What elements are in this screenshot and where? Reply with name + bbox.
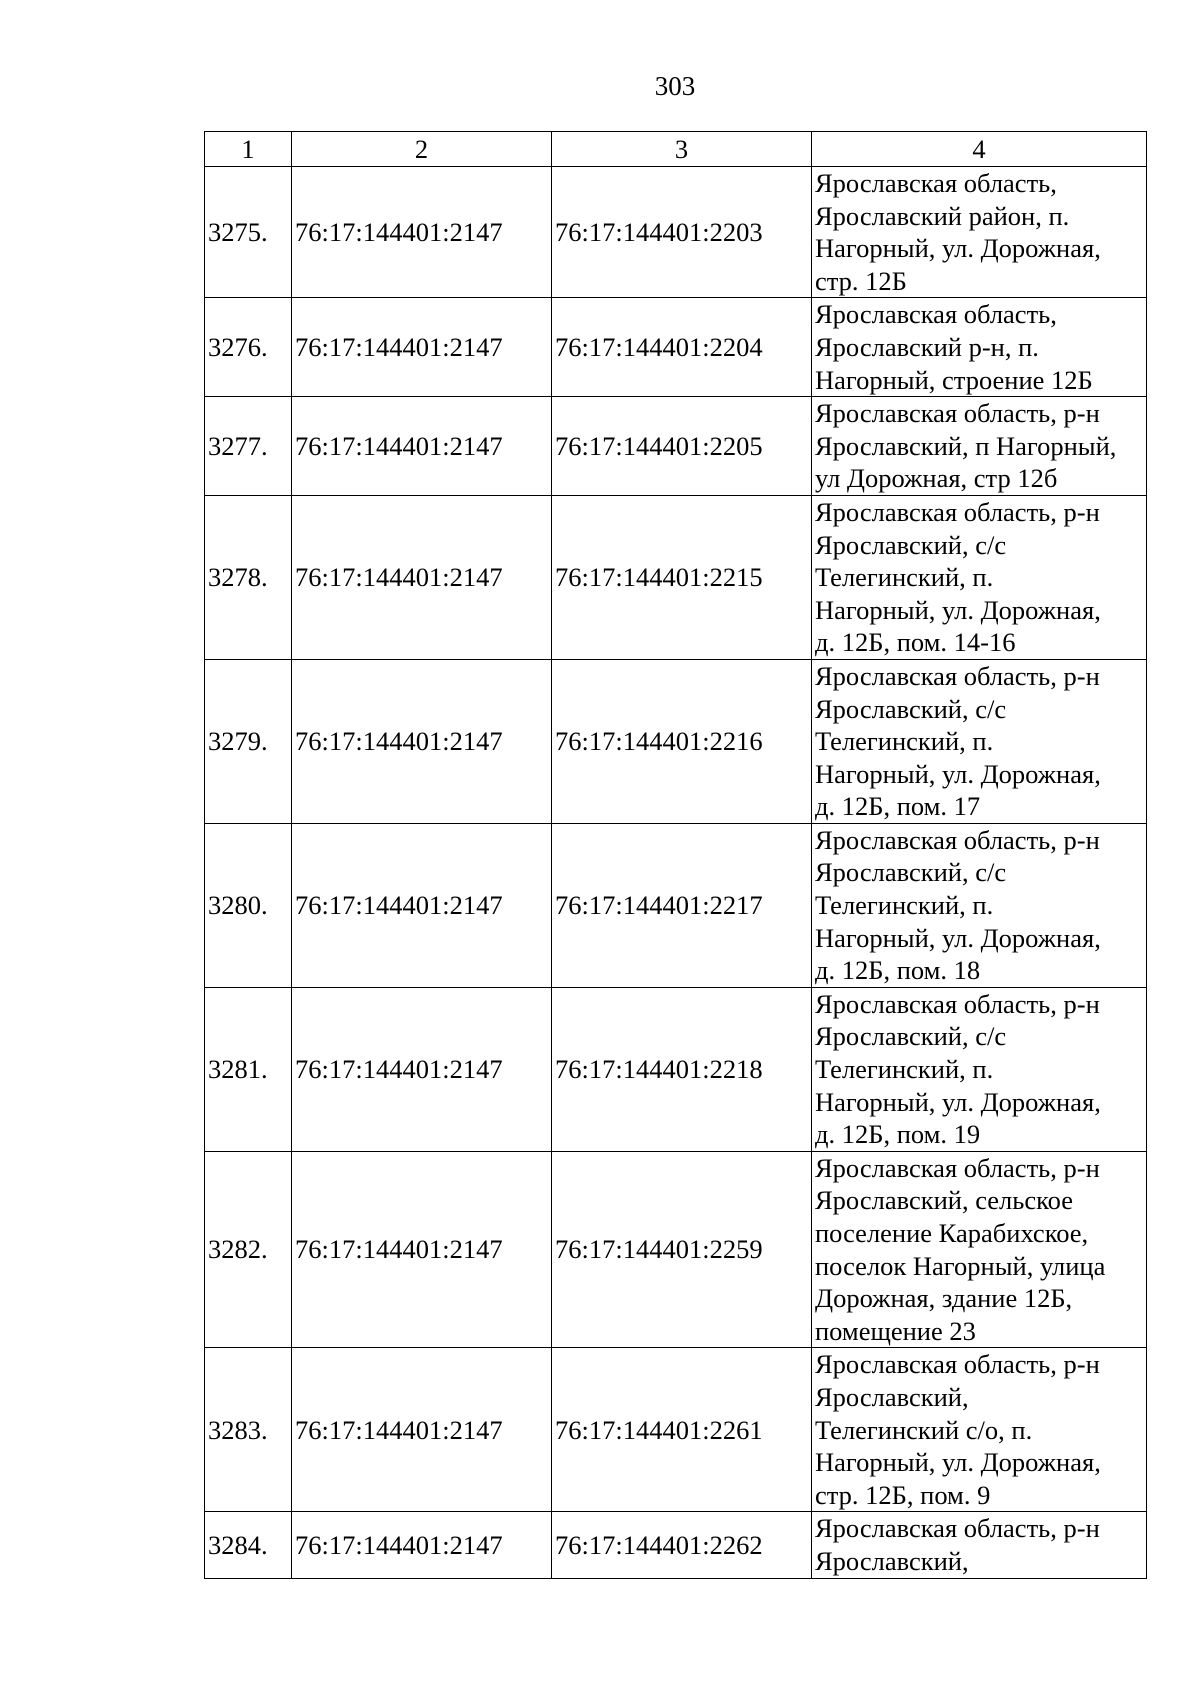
table-body <box>205 132 1147 1579</box>
address-line: поселение Карабихское, <box>815 1218 1089 1248</box>
row-number-cell: 3283. <box>205 1348 292 1512</box>
cadastral-number-cell: 76:17:144401:2218 <box>552 987 812 1151</box>
address-line: Ярославская область, р-н <box>815 824 1100 855</box>
address-line: Ярославский, <box>815 1381 969 1412</box>
address-line: Ярославский, с/с <box>815 693 1007 724</box>
address-line: Ярославская область, р-н <box>815 1349 1100 1380</box>
cadastral-number-cell: 76:17:144401:2203 <box>552 167 812 298</box>
address-line: Ярославская область, р-н <box>815 660 1100 691</box>
address-line: Нагорный, ул. Дорожная, <box>815 233 1101 264</box>
cadastral-number-cell: 76:17:144401:2147 <box>292 1151 552 1348</box>
table-row <box>205 1151 1147 1348</box>
address-line: Телегинский с/о, п. <box>815 1414 1033 1445</box>
address-line: Нагорный, строение 12Б <box>815 364 1093 395</box>
property-table <box>204 131 1147 1579</box>
address-line: Ярославская область, р-н <box>815 988 1100 1019</box>
address-line: Ярославская область, <box>815 299 1057 330</box>
row-number-cell: 3277. <box>205 397 292 496</box>
address-line: Нагорный, ул. Дорожная, <box>815 594 1101 625</box>
address-line: Ярославская область, р-н <box>815 398 1100 429</box>
address-line: д. 12Б, пом. 14-16 <box>815 627 1016 658</box>
table-row <box>205 823 1147 987</box>
row-number-cell: 3278. <box>205 495 292 659</box>
address-cell <box>812 823 1147 987</box>
address-line: Ярославская область, <box>815 168 1057 198</box>
row-number-cell: 3281. <box>205 987 292 1151</box>
cadastral-number-cell: 76:17:144401:2216 <box>552 659 812 823</box>
cadastral-number-cell: 76:17:144401:2147 <box>292 167 552 298</box>
address-line: Телегинский, п. <box>815 726 994 757</box>
address-line: Ярославский р-н, п. <box>815 331 1039 362</box>
cadastral-number-cell: 76:17:144401:2261 <box>552 1348 812 1512</box>
address-line: д. 12Б, пом. 17 <box>815 791 981 822</box>
address-line: стр. 12Б, пом. 9 <box>815 1479 991 1510</box>
table-row <box>205 659 1147 823</box>
address-line: Ярославская область, р-н <box>815 1152 1100 1183</box>
address-cell <box>812 659 1147 823</box>
address-line: Ярославская область, р-н <box>815 496 1100 527</box>
address-line: Ярославский, с/с <box>815 1021 1007 1052</box>
table-row <box>205 167 1147 298</box>
cadastral-number-cell: 76:17:144401:2147 <box>292 659 552 823</box>
address-line: Нагорный, ул. Дорожная, <box>815 1447 1101 1478</box>
address-line: Ярославская область, р-н <box>815 1513 1100 1544</box>
address-cell <box>812 1512 1147 1578</box>
address-line: Нагорный, ул. Дорожная, <box>815 1086 1101 1117</box>
address-cell <box>812 167 1147 298</box>
address-line: Ярославский, п Нагорный, <box>815 430 1117 461</box>
cadastral-number-cell: 76:17:144401:2147 <box>292 397 552 496</box>
row-number-cell: 3282. <box>205 1151 292 1348</box>
cadastral-number-cell: 76:17:144401:2147 <box>292 495 552 659</box>
address-line: Нагорный, ул. Дорожная, <box>815 758 1101 789</box>
address-line: д. 12Б, пом. 18 <box>815 955 981 986</box>
address-line: Телегинский, п. <box>815 562 994 593</box>
address-line: Ярославский, сельское <box>815 1185 1073 1216</box>
table-row <box>205 1348 1147 1512</box>
row-number-cell: 3276. <box>205 298 292 397</box>
page-number: 303 <box>654 71 696 101</box>
address-line: помещение 23 <box>815 1315 976 1346</box>
cadastral-number-cell: 76:17:144401:2217 <box>552 823 812 987</box>
address-line: д. 12Б, пом. 19 <box>815 1119 981 1150</box>
cadastral-number-cell: 76:17:144401:2147 <box>292 1512 552 1578</box>
row-number-cell: 3275. <box>205 167 292 298</box>
header-cell-3: 3 <box>552 132 812 167</box>
cadastral-number-cell: 76:17:144401:2147 <box>292 298 552 397</box>
row-number-cell: 3284. <box>205 1512 292 1578</box>
table-row <box>205 397 1147 496</box>
table-row <box>205 298 1147 397</box>
address-line: Телегинский, п. <box>815 1054 994 1085</box>
cadastral-number-cell: 76:17:144401:2204 <box>552 298 812 397</box>
address-cell <box>812 495 1147 659</box>
address-line: Нагорный, ул. Дорожная, <box>815 922 1101 953</box>
cadastral-number-cell: 76:17:144401:2259 <box>552 1151 812 1348</box>
address-cell <box>812 397 1147 496</box>
table-row <box>205 987 1147 1151</box>
cadastral-number-cell: 76:17:144401:2147 <box>292 823 552 987</box>
header-cell-4: 4 <box>812 132 1147 167</box>
address-line: Ярославский район, п. <box>815 200 1070 231</box>
address-cell <box>812 298 1147 397</box>
address-line: Ярославский, с/с <box>815 529 1007 560</box>
cadastral-number-cell: 76:17:144401:2147 <box>292 1348 552 1512</box>
address-line: ул Дорожная, стр 12б <box>815 463 1058 494</box>
address-cell <box>812 987 1147 1151</box>
table-row <box>205 495 1147 659</box>
cadastral-number-cell: 76:17:144401:2215 <box>552 495 812 659</box>
row-number-cell: 3279. <box>205 659 292 823</box>
cadastral-number-cell: 76:17:144401:2205 <box>552 397 812 496</box>
row-number-cell: 3280. <box>205 823 292 987</box>
header-cell-1: 1 <box>205 132 292 167</box>
header-cell-2: 2 <box>292 132 552 167</box>
cadastral-number-cell: 76:17:144401:2147 <box>292 987 552 1151</box>
address-line: Ярославский, с/с <box>815 857 1007 888</box>
table-header-row <box>205 132 1147 167</box>
table-row <box>205 1512 1147 1578</box>
address-line: поселок Нагорный, улица <box>815 1250 1106 1281</box>
address-cell <box>812 1151 1147 1348</box>
address-cell <box>812 1348 1147 1512</box>
address-line: Телегинский, п. <box>815 890 994 921</box>
address-line: стр. 12Б <box>815 265 907 296</box>
cadastral-number-cell: 76:17:144401:2262 <box>552 1512 812 1578</box>
address-line: Ярославский, <box>815 1545 969 1576</box>
address-line: Дорожная, здание 12Б, <box>815 1283 1073 1314</box>
